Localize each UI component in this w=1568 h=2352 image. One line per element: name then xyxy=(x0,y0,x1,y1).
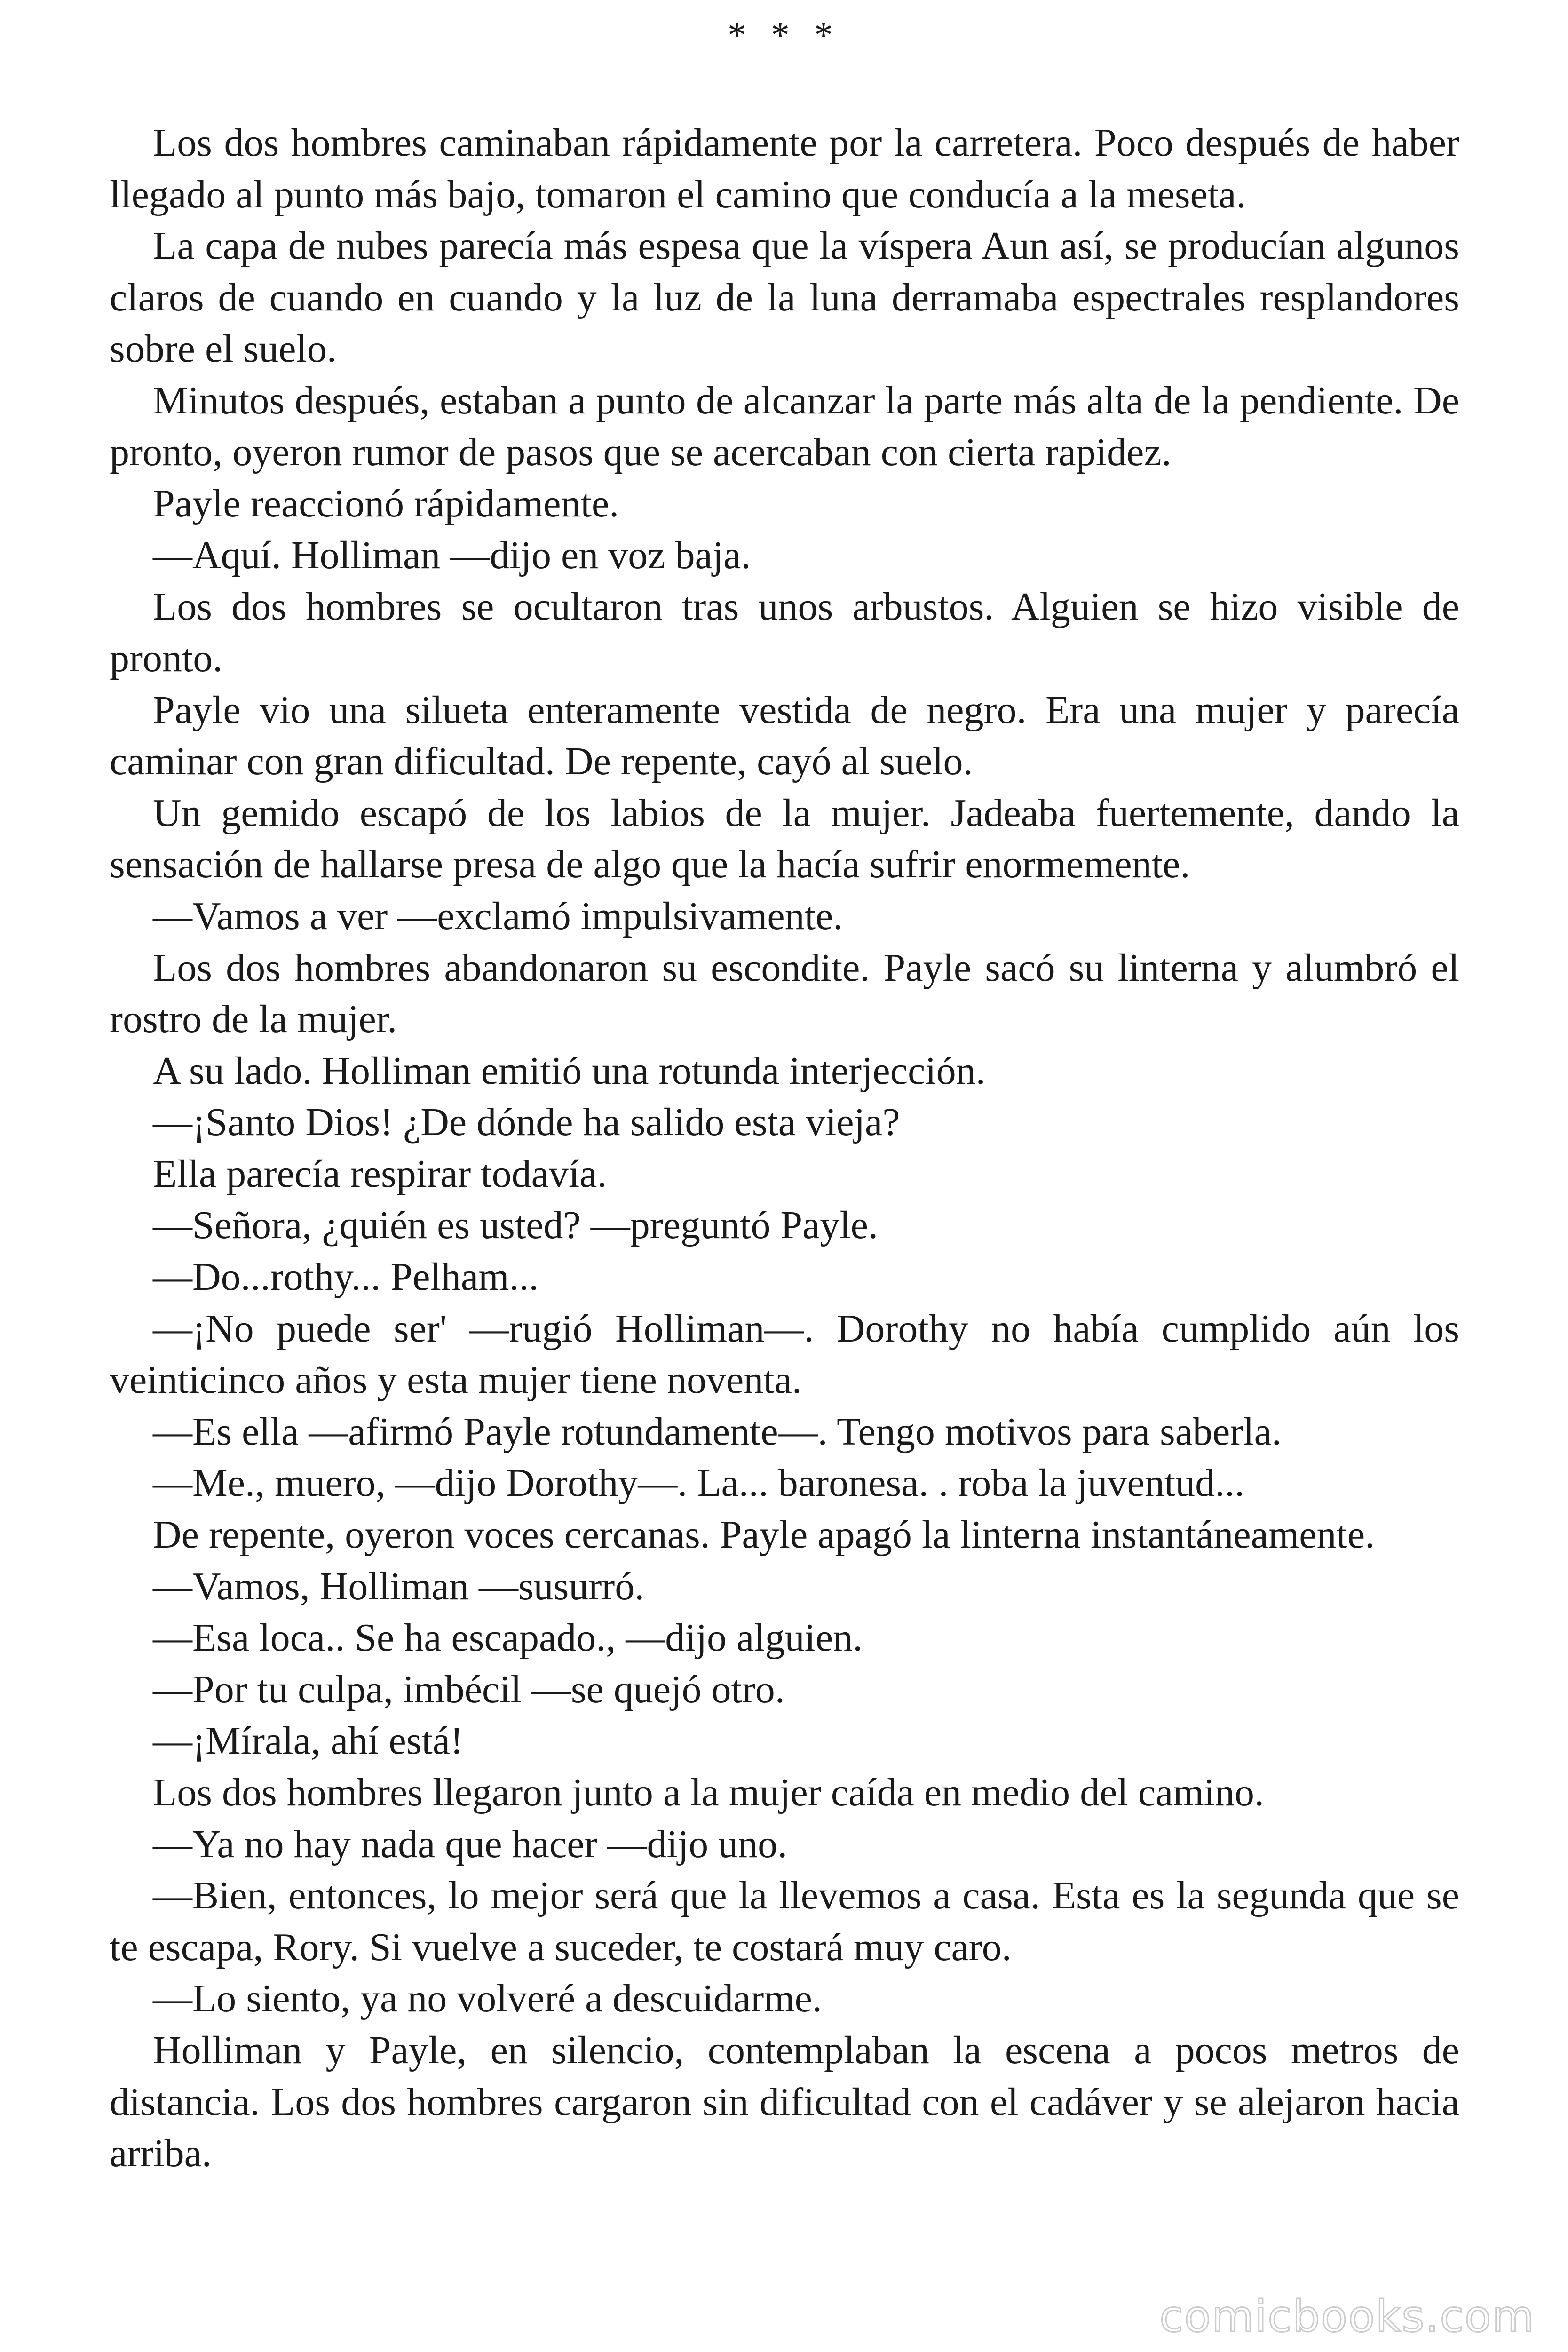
paragraph: La capa de nubes parecía más espesa que la víspera Aun así, se producían algunos claros de cuando en cuando y la luz de la luna derramaba espectrales resplandores sobre el suelo. xyxy=(110,224,1459,371)
paragraph: Payle vio una silueta enteramente vestida de negro. Era una mujer y parecía caminar con gran dificultad. De repente, cayó al suelo. xyxy=(110,688,1459,784)
paragraph: Los dos hombres abandonaron su escondite. Payle sacó su linterna y alumbró el rostro de la mujer. xyxy=(110,946,1459,1041)
paragraph: —Aquí. Holliman —dijo en voz baja. xyxy=(153,533,751,577)
paragraph: —Esa loca.. Se ha escapado., —dijo alguien. xyxy=(153,1616,863,1660)
body-text xyxy=(110,117,1459,2179)
paragraph: Un gemido escapó de los labios de la mujer. Jadeaba fuertemente, dando la sensación de hallarse presa de algo que la hacía sufrir enormemente. xyxy=(110,791,1459,887)
paragraph: —¡No puede ser' —rugió Holliman—. Dorothy no había cumplido aún los veinticinco años y esta mujer tiene noventa. xyxy=(110,1306,1459,1402)
paragraph: A su lado. Holliman emitió una rotunda interjección. xyxy=(153,1049,986,1093)
paragraph: —Lo siento, ya no volveré a descuidarme. xyxy=(153,1977,822,2021)
paragraph: Minutos después, estaban a punto de alcanzar la parte más alta de la pendiente. De pronto, oyeron rumor de pasos que se acercaban con cierta rapidez. xyxy=(110,378,1459,474)
paragraph: —Por tu culpa, imbécil —se quejó otro. xyxy=(153,1667,785,1711)
paragraph: —Es ella —afirmó Payle rotundamente—. Tengo motivos para saberla. xyxy=(153,1409,1282,1454)
paragraph: —Vamos, Holliman —susurró. xyxy=(153,1564,645,1608)
watermark: comicbooks.com xyxy=(1159,2291,1535,2342)
section-separator: * * * xyxy=(728,15,840,56)
paragraph: Payle reaccionó rápidamente. xyxy=(153,482,619,526)
paragraph: —Me., muero, —dijo Dorothy—. La... baronesa. . roba la juventud... xyxy=(153,1461,1245,1505)
paragraph: —Ya no hay nada que hacer —dijo uno. xyxy=(153,1822,788,1866)
paragraph: Holliman y Payle, en silencio, contemplaban la escena a pocos metros de distancia. Los dos hombres cargaron sin dificultad con el cadáver y se alejaron hacia arriba. xyxy=(110,2028,1459,2176)
paragraph: —¡Mírala, ahí está! xyxy=(153,1719,464,1763)
paragraph: De repente, oyeron voces cercanas. Payle apagó la linterna instantáneamente. xyxy=(153,1513,1375,1557)
paragraph: —Vamos a ver —exclamó impulsivamente. xyxy=(153,894,843,938)
paragraph: Los dos hombres caminaban rápidamente por la carretera. Poco después de haber llegado al punto más bajo, tomaron el camino que conducía a la meseta. xyxy=(110,121,1459,216)
paragraph: Los dos hombres se ocultaron tras unos arbustos. Alguien se hizo visible de pronto. xyxy=(110,585,1459,680)
paragraph: Los dos hombres llegaron junto a la mujer caída en medio del camino. xyxy=(153,1771,1264,1814)
paragraph: —Señora, ¿quién es usted? —preguntó Payle. xyxy=(153,1203,878,1248)
paragraph: —¡Santo Dios! ¿De dónde ha salido esta vieja? xyxy=(153,1100,900,1144)
paragraph: —Bien, entonces, lo mejor será que la llevemos a casa. Esta es la segunda que se te escapa, Rory. Si vuelve a suceder, te costará muy caro. xyxy=(110,1874,1459,1969)
paragraph: Ella parecía respirar todavía. xyxy=(153,1152,607,1196)
paragraph: —Do...rothy... Pelham... xyxy=(153,1255,539,1299)
